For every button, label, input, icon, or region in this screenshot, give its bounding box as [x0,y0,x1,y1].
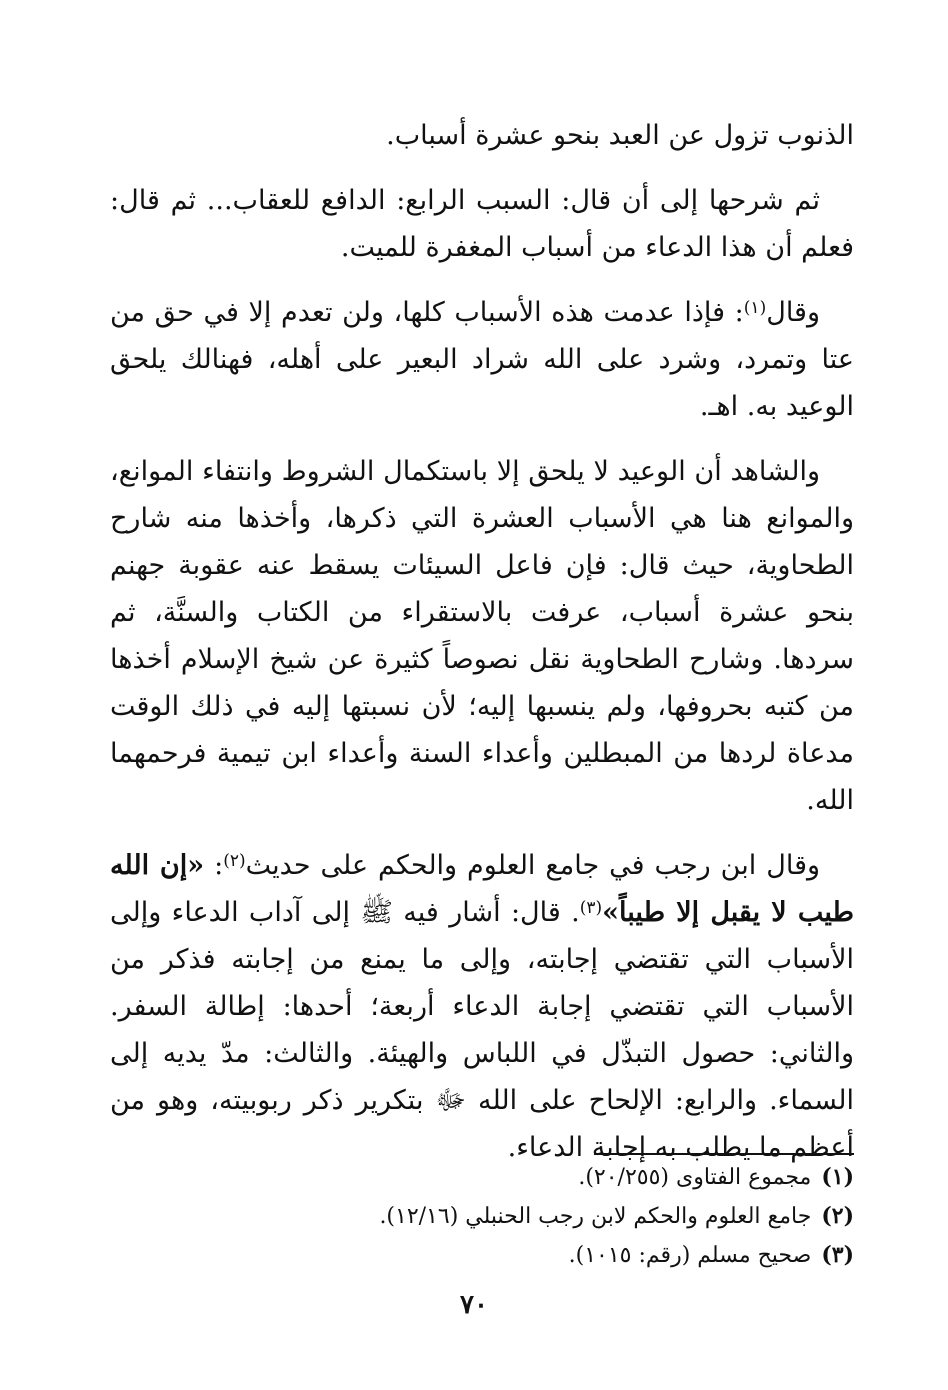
footnote-number: (٢) [821,1203,854,1229]
footnote-number: (٣) [821,1242,854,1268]
footnote-3 [200,1236,854,1275]
footnotes [200,1158,854,1275]
paragraph-2: ثم شرحها إلى أن قال: السبب الرابع: الدافع للعقاب... ثم قال: فعلم أن هذا الدعاء من أسباب المغفرة للميت. [110,185,854,263]
paragraph-3 [110,289,854,430]
footnote-text: صحيح مسلم (رقم: ١٠١٥). [568,1243,812,1268]
footnote-2 [200,1197,854,1236]
paragraph-5-lead: وقال ابن رجب في جامع العلوم والحكم على حديث [245,850,821,881]
hadith-quote: «إن الله طيب لا يقبل إلا طيباً» [110,850,854,928]
paragraph-5-colon: : [204,850,224,881]
paragraph-5-body: . قال: أشار فيه ﷺ إلى آداب الدعاء وإلى الأسباب التي تقتضي إجابته، وإلى ما يمنع من إجابته فذكر من الأسباب التي تقتضي إجابة الدعاء أربعة؛ أحدها: إطالة السفر. والثاني: حصول التبذّل في اللباس والهيئة. والثالث: مدّ يديه إلى السماء. والرابع: الإلحاح على الله ﷻ بتكرير ذكر ربوبيته، وهو من أعظم ما يطلب به إجابة الدعاء. [110,897,854,1163]
footnote-divider [594,1153,854,1155]
paragraph-5 [110,842,854,1171]
footnote-number: (١) [821,1164,854,1190]
paragraph-1: الذنوب تزول عن العبد بنحو عشرة أسباب. [386,120,854,151]
footnote-ref-1[interactable]: (١) [743,298,767,318]
footnote-ref-2[interactable]: (٢) [223,851,246,871]
page-number: ٧٠ [460,1290,488,1320]
paragraph-4: والشاهد أن الوعيد لا يلحق إلا باستكمال الشروط وانتفاء الموانع، والموانع هنا هي الأسباب العشرة التي ذكرها، وأخذها منه شارح الطحاوية، حيث قال: فإن فاعل السيئات يسقط عنه عقوبة جهنم بنحو عشرة أسباب، عرفت بالاستقراء من الكتاب والسنَّة، ثم سردها. وشارح الطحاوية نقل نصوصاً كثيرة عن شيخ الإسلام أخذها من كتبه بحروفها، ولم ينسبها إليه؛ لأن نسبتها إليه في ذلك الوقت مدعاة لردها من المبطلين وأعداء السنة وأعداء ابن تيمية فرحمهما الله. [110,456,854,816]
footnote-1 [200,1158,854,1197]
paragraph-3-body: : فإذا عدمت هذه الأسباب كلها، ولن تعدم إلا في حق من عتا وتمرد، وشرد على الله شراد البعير على أهله، فهنالك يلحق الوعيد به. اهـ. [110,297,854,422]
footnote-ref-3[interactable]: (٣) [579,898,603,918]
footnote-text: مجموع الفتاوى (٢٠/٢٥٥). [578,1165,812,1190]
footnote-text: جامع العلوم والحكم لابن رجب الحنبلي (١٢/١٦). [379,1204,812,1229]
paragraph-3-lead: وقال [766,297,820,328]
main-text [110,112,854,1189]
